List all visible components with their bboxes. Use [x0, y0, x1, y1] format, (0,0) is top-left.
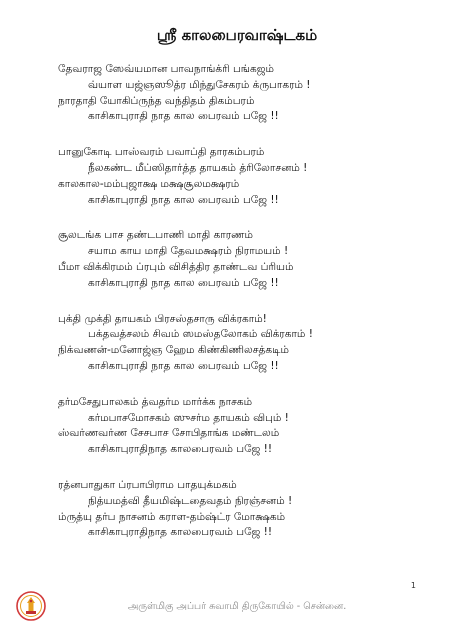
- verse-line: ஸ்வர்ணவர்ண சேசபாச சோபிதாங்க மண்டலம்: [58, 427, 280, 440]
- verse-1: [0, 62, 474, 125]
- verse-line: வ்யாள யஜ்ஞஸூத்ர மிந்துசேகரம் க்ருபாகரம் !: [88, 78, 311, 91]
- verse-line: தர்மசேதுபாலகம் த்வதர்ம மார்க்க நாசகம்: [58, 395, 253, 408]
- verse-line: நீலகண்ட மீப்ஸிதார்த்த தாயகம் த்ரிலோசனம் !: [88, 161, 308, 174]
- footer-text: அருள்மிகு அப்பர் சுவாமி திருகோயில் - சென்னை.: [127, 601, 347, 612]
- verse-line: தேவராஜ ஸேவ்யமான பாவநாங்க்ரி பங்கஜம்: [58, 63, 274, 75]
- verse-line: நிக்வணன்-மனோஜ்ஞ ஹேம கிண்கிணிலசத்கடிம்: [58, 344, 289, 357]
- verse-line: காசிகாபுராதிநாத காலபைரவம் பஜே !!: [88, 443, 273, 456]
- page-title: ஸ்ரீ காலபைரவாஷ்டகம்: [156, 26, 318, 44]
- footer: [0, 581, 474, 625]
- verse-line: பீமா விக்கிரமம் ப்ரபும் விசித்திர தாண்டவ ப்ரியம்: [58, 260, 294, 273]
- verse-line: காசிகாபுராதி நாத கால பைரவம் பஜே !!: [88, 110, 279, 123]
- verse-line: ரத்னபாதுகா ப்ரபாபிராம பாதயுக்மகம்: [58, 478, 237, 491]
- page-number: 1: [410, 581, 416, 590]
- verse-4: [0, 312, 474, 375]
- verse-line: நித்யமத்வி தீயமிஷ்டதைவதம் நிரஞ்சனம் !: [88, 494, 293, 507]
- verse-line: காசிகாபுராதிநாத காலபைரவம் பஜே !!: [88, 526, 273, 539]
- verse-line: ம்ருத்யு தர்ப நாசனம் கராள-தம்ஷ்ட்ர மோக்ஷகம்: [58, 510, 286, 523]
- verse-2: [0, 145, 474, 208]
- verse-line: கர்மபாசமோசகம் ஸுசர்ம தாயகம் விபும் !: [88, 411, 289, 424]
- verses-container: [0, 62, 474, 561]
- verse-5: [0, 395, 474, 458]
- verse-line: காலகால-மம்புஜாக்ஷ மக்ஷசூலமக்ஷரம்: [58, 177, 240, 190]
- verse-line: பக்தவத்சலம் சிவம் ஸமஸ்தலோகம் விக்ரகாம் !: [88, 328, 313, 341]
- verse-line: சயாம காய மாதி தேவமக்ஷரம் நிராமயம் !: [88, 245, 289, 258]
- verse-line: காசிகாபுராதி நாத கால பைரவம் பஜே !!: [88, 276, 279, 289]
- verse-3: [0, 228, 474, 291]
- verse-line: பானுகோடி பாஸ்வரம் பவாப்தி தாரகம்பரம்: [58, 146, 265, 159]
- verse-line: சூலடங்க பாச தண்டபாணி மாதி காரணம்: [58, 229, 253, 242]
- verse-line: நாரதாதி யோகிப்ருந்த வந்திதம் திகம்பரம்: [58, 94, 255, 107]
- verse-6: [0, 478, 474, 541]
- verse-line: புக்தி முக்தி தாயகம் பிரசஸ்தசாரு விக்ரகாம்!: [58, 312, 267, 325]
- verse-line: காசிகாபுராதி நாத கால பைரவம் பஜே !!: [88, 193, 279, 206]
- verse-line: காசிகாபுராதி நாத கால பைரவம் பஜே !!: [88, 359, 279, 372]
